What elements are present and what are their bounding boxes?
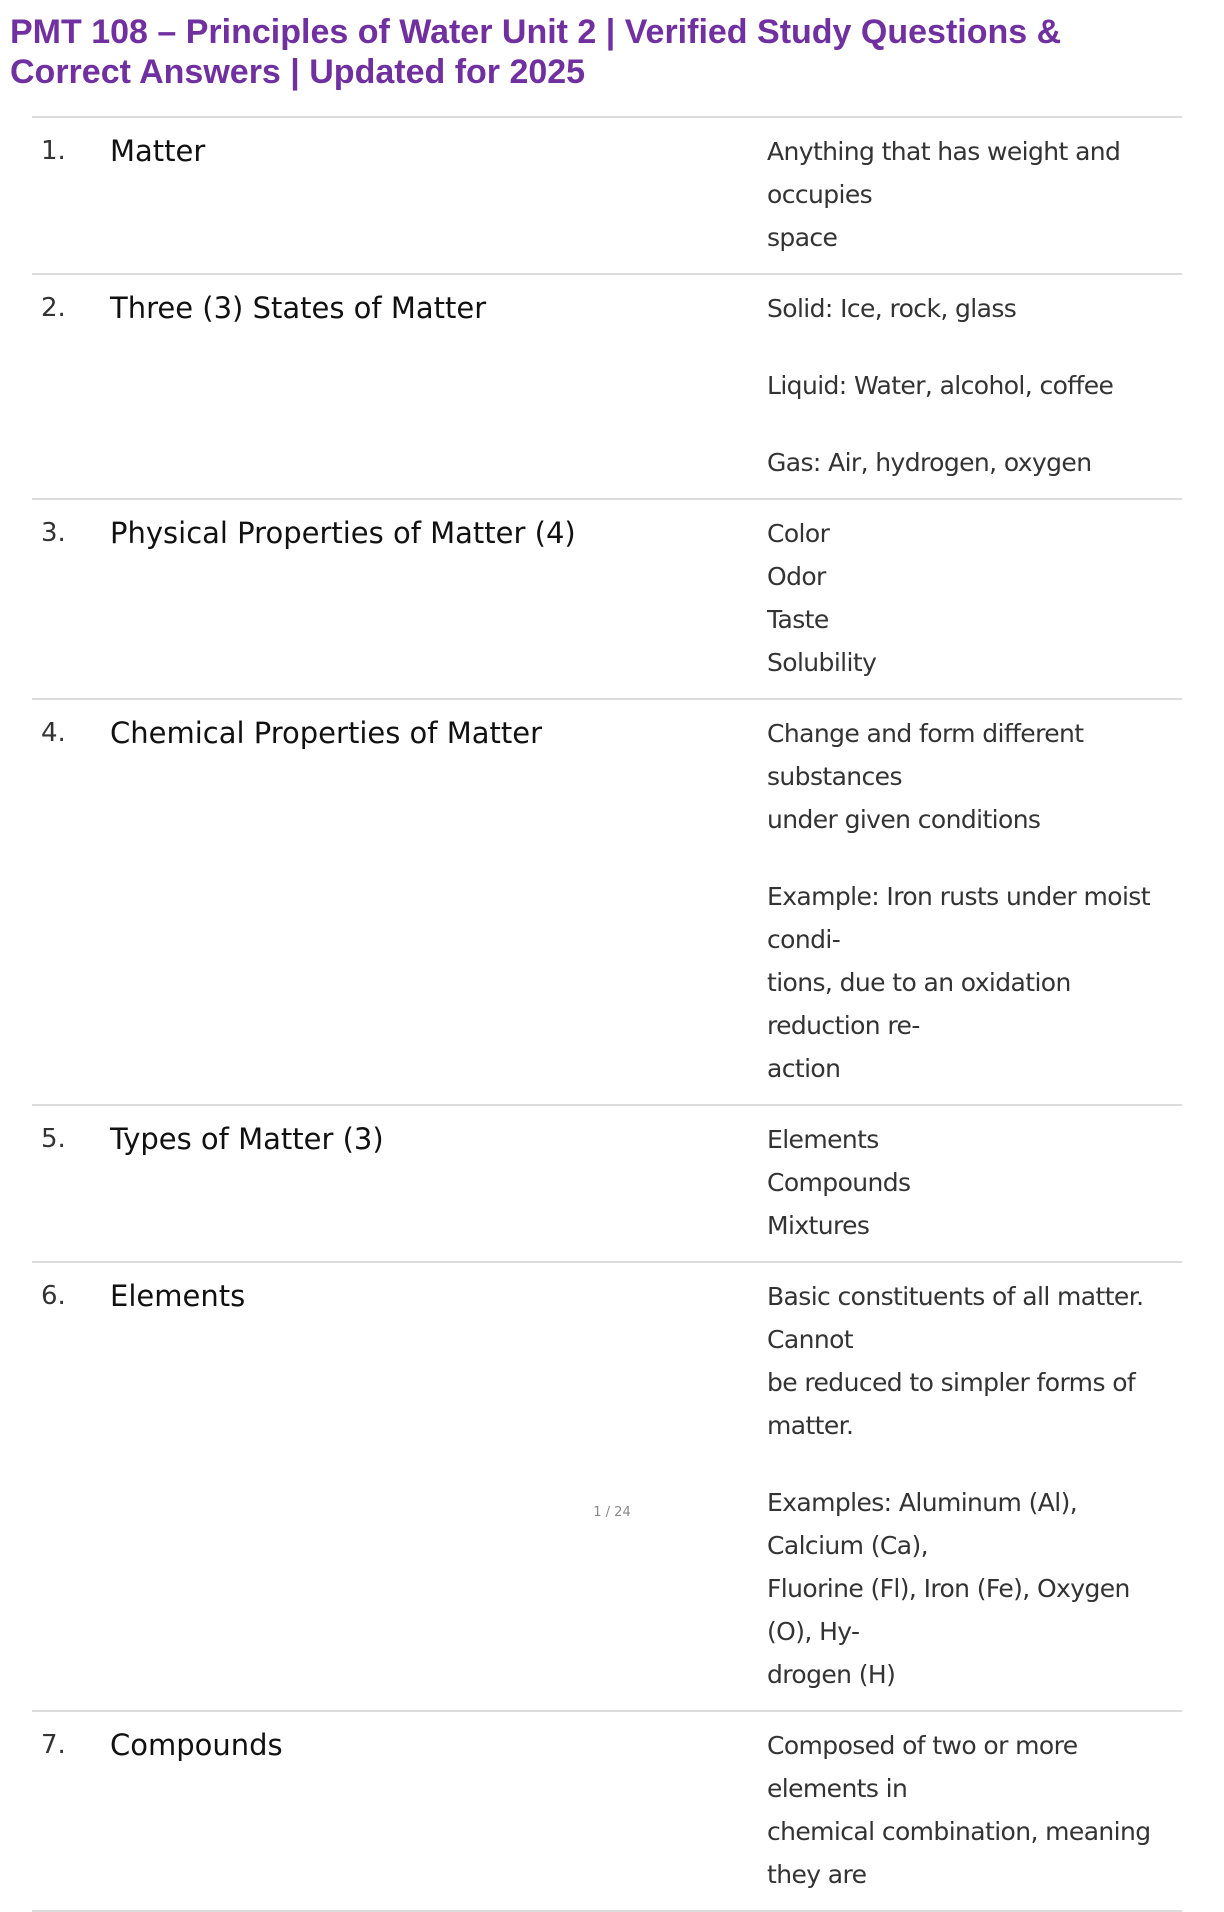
definition-line: Gas: Air, hydrogen, oxygen: [767, 448, 1092, 477]
item-term: Physical Properties of Matter (4): [110, 516, 576, 550]
item-number: 5.: [41, 1124, 66, 1154]
item-definition: [767, 1724, 1182, 1896]
definition-line: Solubility: [767, 648, 877, 677]
item-term: Chemical Properties of Matter: [110, 716, 543, 750]
qa-row: [32, 700, 1182, 1106]
definition-paragraph: [767, 287, 1164, 330]
definition-line: under given conditions: [767, 805, 1041, 834]
definition-line: drogen (H): [767, 1660, 896, 1689]
definition-line: be reduced to simpler forms of matter.: [767, 1368, 1136, 1440]
definition-line: space: [767, 223, 838, 252]
definition-paragraph: [767, 712, 1164, 841]
item-definition: [767, 1118, 1182, 1247]
page-number: 1 / 24: [593, 1505, 631, 1520]
qa-row: [32, 500, 1182, 700]
definition-line: Solid: Ice, rock, glass: [767, 294, 1017, 323]
definition-line: Liquid: Water, alcohol, coffee: [767, 371, 1114, 400]
item-term: Compounds: [110, 1728, 283, 1762]
definition-paragraph: [767, 512, 1164, 684]
definition-line: chemical combination, meaning they are: [767, 1817, 1151, 1889]
definition-line: Basic constituents of all matter. Cannot: [767, 1282, 1144, 1354]
item-number: 6.: [41, 1281, 66, 1311]
item-number: 7.: [41, 1730, 66, 1760]
definition-paragraph: [767, 1724, 1164, 1896]
definition-paragraph: [767, 1275, 1164, 1447]
definition-line: Fluorine (Fl), Iron (Fe), Oxygen (O), Hy-: [767, 1574, 1130, 1646]
definition-paragraph: [767, 441, 1164, 484]
item-number: 4.: [41, 718, 66, 748]
qa-row: [32, 1106, 1182, 1263]
item-definition: [767, 712, 1182, 1090]
definition-line: Composed of two or more elements in: [767, 1731, 1078, 1803]
item-term: Matter: [110, 134, 206, 168]
item-definition: [767, 1275, 1182, 1696]
qa-row: [32, 118, 1182, 275]
definition-paragraph: [767, 130, 1164, 259]
definition-line: tions, due to an oxidation reduction re-: [767, 968, 1071, 1040]
definition-paragraph: [767, 875, 1164, 1090]
item-number: 1.: [41, 136, 66, 166]
item-definition: [767, 130, 1182, 259]
definition-line: Anything that has weight and occupies: [767, 137, 1121, 209]
definition-line: Examples: Aluminum (Al), Calcium (Ca),: [767, 1488, 1078, 1560]
definition-line: Color: [767, 519, 830, 548]
document-title: [10, 12, 1200, 92]
study-question-list: [32, 116, 1182, 1912]
item-definition: [767, 512, 1182, 684]
qa-row: [32, 1263, 1182, 1712]
item-term: Types of Matter (3): [110, 1122, 384, 1156]
definition-line: Example: Iron rusts under moist condi-: [767, 882, 1150, 954]
qa-row: [32, 275, 1182, 500]
qa-row: [32, 1712, 1182, 1912]
definition-line: Taste: [767, 605, 829, 634]
definition-line: Elements: [767, 1125, 879, 1154]
item-term: Elements: [110, 1279, 246, 1313]
definition-line: action: [767, 1054, 841, 1083]
definition-line: Mixtures: [767, 1211, 870, 1240]
definition-paragraph: [767, 364, 1164, 407]
item-number: 3.: [41, 518, 66, 548]
item-number: 2.: [41, 293, 66, 323]
definition-paragraph: [767, 1118, 1164, 1247]
title-line-1: PMT 108 – Principles of Water Unit 2 | Verified Study Questions &: [10, 13, 1062, 51]
item-term: Three (3) States of Matter: [110, 291, 487, 325]
title-line-2: Correct Answers | Updated for 2025: [10, 53, 586, 91]
definition-line: Compounds: [767, 1168, 911, 1197]
definition-line: Change and form different substances: [767, 719, 1084, 791]
item-definition: [767, 287, 1182, 484]
definition-line: Odor: [767, 562, 826, 591]
